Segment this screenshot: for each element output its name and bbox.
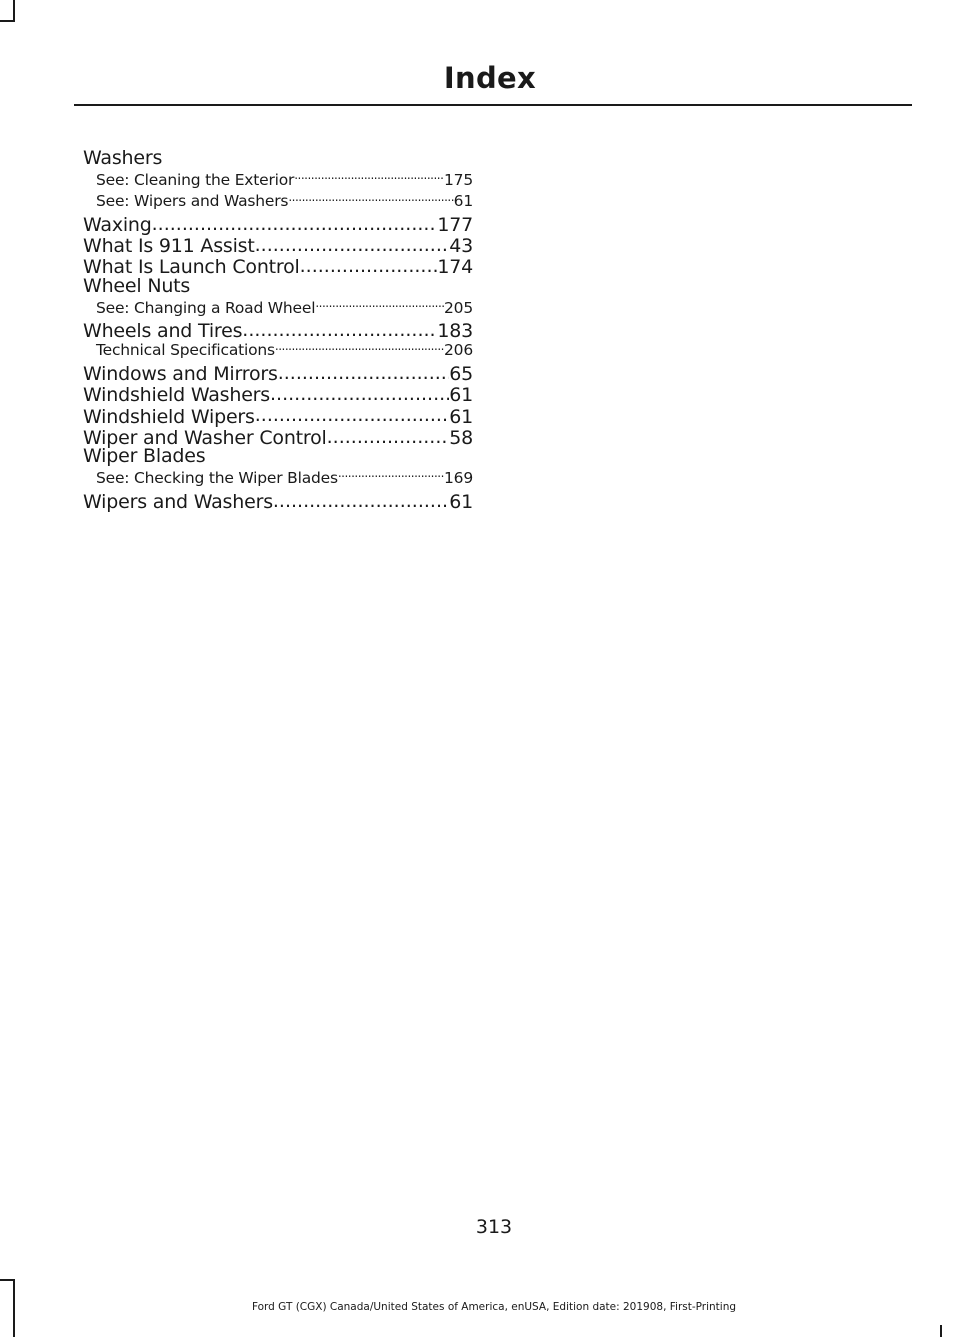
index-entry-page: 61 bbox=[449, 384, 473, 407]
footer-edition-line: Ford GT (CGX) Canada/United States of America, enUSA, Edition date: 201908, First-Printing bbox=[251, 1301, 737, 1313]
index-entry bbox=[83, 361, 473, 385]
index-entry-label: What Is 911 Assist bbox=[83, 235, 255, 258]
index-entry-page: 43 bbox=[449, 235, 473, 258]
page-number: 313 bbox=[475, 1216, 513, 1238]
index-entry-label: Technical Specifications bbox=[96, 341, 275, 360]
index-entry-page: 61 bbox=[453, 192, 473, 211]
index-heading bbox=[83, 446, 473, 467]
index-entry-page: 169 bbox=[444, 468, 473, 487]
index-entry-label: See: Cleaning the Exterior bbox=[96, 170, 295, 189]
dot-leader bbox=[315, 297, 444, 313]
index-heading bbox=[83, 148, 473, 169]
crop-mark-bottom-right-vertical bbox=[940, 1325, 942, 1337]
index-entry-label: Wheel Nuts bbox=[83, 274, 191, 297]
header-divider bbox=[74, 104, 912, 106]
index-subentry bbox=[83, 297, 473, 318]
index-entry-page: 175 bbox=[444, 170, 473, 189]
index-entry bbox=[83, 382, 473, 407]
dot-leader bbox=[327, 425, 450, 444]
index-subentry bbox=[83, 467, 473, 488]
dot-leader bbox=[242, 318, 437, 337]
index-entry bbox=[83, 425, 473, 449]
index-entry-page: 177 bbox=[437, 213, 473, 236]
index-entry-label: What Is Launch Control bbox=[83, 256, 300, 279]
index-entry bbox=[83, 254, 473, 279]
index-entry-label: Windshield Washers bbox=[83, 384, 270, 407]
page-title: Index bbox=[443, 61, 536, 95]
index-entry-page: 61 bbox=[449, 405, 473, 428]
dot-leader bbox=[270, 382, 449, 401]
index-entry bbox=[83, 233, 473, 258]
dot-leader bbox=[338, 467, 444, 483]
index-entry-label: Windshield Wipers bbox=[83, 405, 255, 428]
dot-leader bbox=[273, 489, 449, 508]
dot-leader bbox=[278, 361, 450, 380]
index-entry bbox=[83, 318, 473, 343]
index-entry-page: 174 bbox=[437, 256, 473, 279]
dot-leader bbox=[255, 404, 449, 423]
index-entry-label: See: Changing a Road Wheel bbox=[96, 298, 316, 317]
index-entry-label: Windows and Mirrors bbox=[83, 362, 278, 385]
dot-leader bbox=[288, 191, 453, 207]
index-entry bbox=[83, 212, 473, 236]
index-entry-label: Washers bbox=[83, 147, 163, 169]
index-entry-page: 183 bbox=[437, 320, 473, 343]
crop-mark-top-left-vertical bbox=[13, 0, 15, 22]
dot-leader bbox=[300, 254, 438, 273]
index-entry-label: See: Wipers and Washers bbox=[96, 192, 289, 211]
index-subentry bbox=[83, 191, 473, 212]
index-entry-label: Wipers and Washers bbox=[83, 490, 273, 513]
index-entry bbox=[83, 404, 473, 428]
dot-leader bbox=[294, 169, 444, 185]
crop-mark-top-left-horizontal bbox=[0, 20, 15, 22]
dot-leader bbox=[275, 340, 444, 356]
index-entry-label: Wiper Blades bbox=[83, 445, 206, 468]
index-subentry bbox=[83, 340, 473, 361]
index-entry-page: 65 bbox=[449, 362, 473, 385]
index-entry-page: 205 bbox=[444, 298, 473, 317]
index-entry-page: 206 bbox=[444, 341, 473, 360]
index-entry-label: See: Checking the Wiper Blades bbox=[96, 468, 338, 487]
index-entry-label: Waxing bbox=[83, 213, 152, 236]
index-entry-page: 61 bbox=[449, 490, 473, 513]
dot-leader bbox=[152, 212, 438, 231]
index-heading bbox=[83, 276, 473, 297]
index-column bbox=[83, 147, 473, 513]
index-subentry bbox=[83, 169, 473, 190]
index-entry-label: Wiper and Washer Control bbox=[83, 426, 327, 449]
index-entry bbox=[83, 489, 473, 513]
dot-leader bbox=[255, 233, 450, 252]
index-entry-label: Wheels and Tires bbox=[83, 320, 243, 343]
index-entry-page: 58 bbox=[449, 426, 473, 449]
